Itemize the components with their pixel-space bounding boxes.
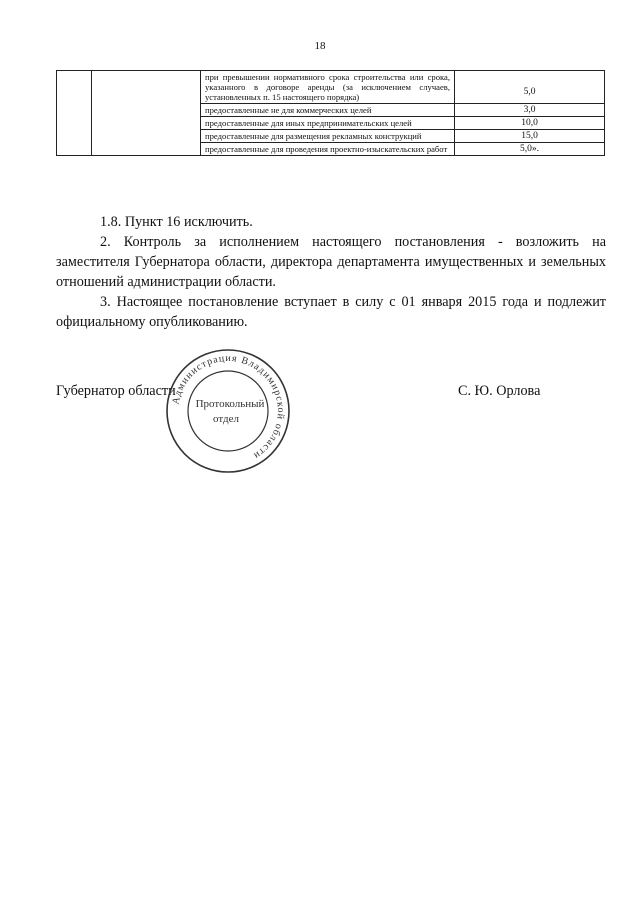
signatory-title: Губернатор области	[56, 383, 176, 399]
rate-table	[56, 70, 605, 156]
table-row	[57, 71, 605, 104]
signatory-name: С. Ю. Орлова	[458, 383, 541, 399]
page-number: 18	[314, 40, 326, 52]
document-body	[56, 212, 606, 332]
table-cell-description: при превышении нормативного срока строительства или срока, указанного в договоре аренды (за исключением случаев, установленных п. 15 настоящего порядка)	[201, 71, 455, 104]
table-cell-value: 10,0	[455, 117, 605, 130]
table-cell-description: предоставленные не для коммерческих целей	[201, 104, 455, 117]
table-cell-value: 5,0	[455, 71, 605, 104]
stamp-inner-line1: Протокольный	[195, 398, 265, 410]
paragraph-2: 2. Контроль за исполнением настоящего постановления - возложить на заместителя Губернатора области, директора департамента имущественных и земельных отношений администрации области.	[56, 234, 606, 290]
table-cell-empty	[57, 71, 92, 156]
paragraph-1-8: 1.8. Пункт 16 исключить.	[100, 214, 253, 230]
table-cell-description: предоставленные для проведения проектно-изыскательских работ	[201, 143, 455, 156]
table-cell-value: 3,0	[455, 104, 605, 117]
table-cell-value: 5,0».	[455, 143, 605, 156]
paragraph-3: 3. Настоящее постановление вступает в силу с 01 января 2015 года и подлежит официальному опубликованию.	[56, 294, 606, 330]
table-cell-empty	[92, 71, 201, 156]
stamp-inner-line2: отдел	[213, 413, 239, 425]
official-stamp	[164, 347, 292, 475]
table-cell-description: предоставленные для размещения рекламных конструкций	[201, 130, 455, 143]
stamp-ring-text: Администрация Владимирской области	[170, 352, 287, 462]
table-cell-value: 15,0	[455, 130, 605, 143]
table-cell-description: предоставленные для иных предпринимательских целей	[201, 117, 455, 130]
